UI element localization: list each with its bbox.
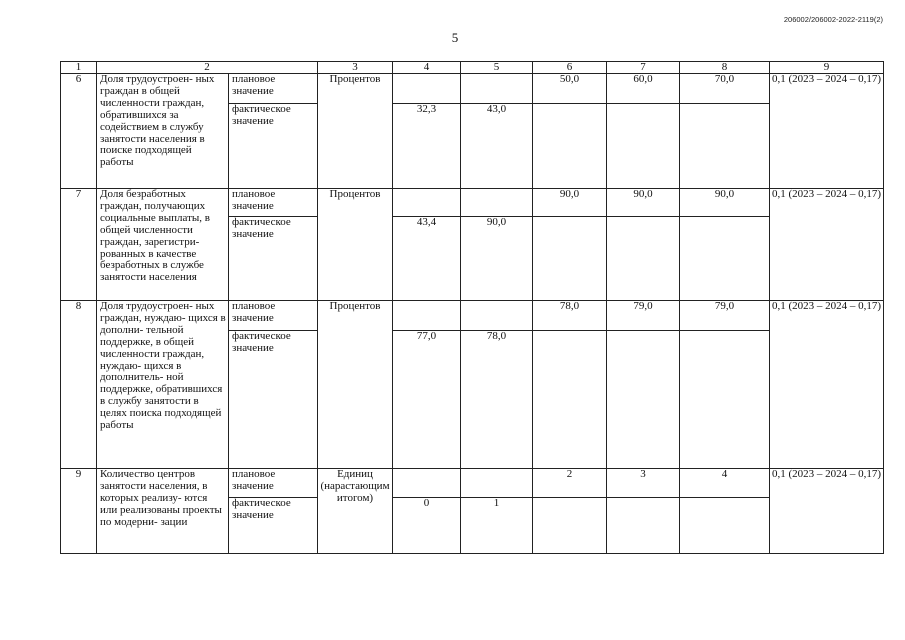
plan-value-col4	[393, 301, 461, 331]
indicator-name: Количество центров занятости населения, в которых реализу- ются или реализованы проекты по модерни- зации	[97, 469, 229, 554]
indicators-table	[60, 61, 884, 554]
plan-value-col6: 50,0	[533, 74, 607, 104]
unit-cell: Процентов	[318, 301, 393, 469]
fact-value-col5: 1	[461, 498, 533, 554]
header-col-2: 2	[97, 62, 318, 74]
plan-value-col5	[461, 469, 533, 498]
plan-label: плановое значение	[229, 301, 318, 331]
fact-label: фактическое значение	[229, 498, 318, 554]
plan-value-col7: 79,0	[607, 301, 680, 331]
table-row	[61, 469, 884, 498]
fact-value-col7	[607, 498, 680, 554]
plan-value-col5	[461, 189, 533, 217]
plan-value-col7: 90,0	[607, 189, 680, 217]
row-number: 7	[61, 189, 97, 301]
table-row	[61, 74, 884, 104]
plan-value-col7: 60,0	[607, 74, 680, 104]
header-col-6: 6	[533, 62, 607, 74]
plan-value-col6: 78,0	[533, 301, 607, 331]
col9-value: 0,1 (2023 – 2024 – 0,17)	[770, 301, 884, 469]
unit-cell: Процентов	[318, 189, 393, 301]
fact-value-col8	[680, 104, 770, 189]
plan-value-col4	[393, 469, 461, 498]
plan-value-col8: 90,0	[680, 189, 770, 217]
col9-value: 0,1 (2023 – 2024 – 0,17)	[770, 189, 884, 301]
plan-value-col8: 4	[680, 469, 770, 498]
header-col-4: 4	[393, 62, 461, 74]
row-number: 9	[61, 469, 97, 554]
header-col-5: 5	[461, 62, 533, 74]
plan-value-col5	[461, 74, 533, 104]
indicator-name: Доля трудоустроен- ных граждан, нуждаю- щихся в дополни- тельной поддержке, в общей численности граждан, нуждаю- щихся в дополнитель- ной поддержке, обратившихся в службу занятости в целях поиска подходящей работы	[97, 301, 229, 469]
table-row	[61, 301, 884, 331]
fact-value-col6	[533, 217, 607, 301]
table-row	[61, 189, 884, 217]
plan-value-col6: 90,0	[533, 189, 607, 217]
fact-value-col6	[533, 104, 607, 189]
fact-label: фактическое значение	[229, 217, 318, 301]
indicator-name: Доля трудоустроен- ных граждан в общей численности граждан, обратившихся за содействием в службу занятости населения в поиске подходящей работы	[97, 74, 229, 189]
col9-value: 0,1 (2023 – 2024 – 0,17)	[770, 74, 884, 189]
plan-value-col8: 79,0	[680, 301, 770, 331]
fact-value-col5: 90,0	[461, 217, 533, 301]
header-col-8: 8	[680, 62, 770, 74]
header-col-3: 3	[318, 62, 393, 74]
unit-cell: Процентов	[318, 74, 393, 189]
header-col-9: 9	[770, 62, 884, 74]
plan-value-col6: 2	[533, 469, 607, 498]
header-col-1: 1	[61, 62, 97, 74]
fact-value-col6	[533, 498, 607, 554]
plan-label: плановое значение	[229, 469, 318, 498]
header-row	[61, 62, 884, 74]
fact-label: фактическое значение	[229, 331, 318, 469]
fact-value-col5: 43,0	[461, 104, 533, 189]
fact-value-col7	[607, 217, 680, 301]
fact-value-col7	[607, 331, 680, 469]
page-number: 5	[451, 30, 459, 45]
fact-value-col8	[680, 498, 770, 554]
fact-label: фактическое значение	[229, 104, 318, 189]
indicator-name: Доля безработных граждан, получающих социальные выплаты, в общей численности граждан, зарегистри- рованных в качестве безработных в службе занятости населения	[97, 189, 229, 301]
document-id: 206002/206002-2022-2119(2)	[783, 15, 883, 24]
plan-value-col7: 3	[607, 469, 680, 498]
plan-value-col8: 70,0	[680, 74, 770, 104]
fact-value-col8	[680, 331, 770, 469]
plan-label: плановое значение	[229, 74, 318, 104]
col9-value: 0,1 (2023 – 2024 – 0,17)	[770, 469, 884, 554]
fact-value-col7	[607, 104, 680, 189]
row-number: 6	[61, 74, 97, 189]
plan-value-col4	[393, 189, 461, 217]
fact-value-col4: 0	[393, 498, 461, 554]
plan-value-col4	[393, 74, 461, 104]
fact-value-col4: 77,0	[393, 331, 461, 469]
row-number: 8	[61, 301, 97, 469]
fact-value-col8	[680, 217, 770, 301]
fact-value-col4: 43,4	[393, 217, 461, 301]
fact-value-col5: 78,0	[461, 331, 533, 469]
fact-value-col6	[533, 331, 607, 469]
unit-cell: Единиц (нарастающим итогом)	[318, 469, 393, 554]
plan-value-col5	[461, 301, 533, 331]
header-col-7: 7	[607, 62, 680, 74]
fact-value-col4: 32,3	[393, 104, 461, 189]
plan-label: плановое значение	[229, 189, 318, 217]
